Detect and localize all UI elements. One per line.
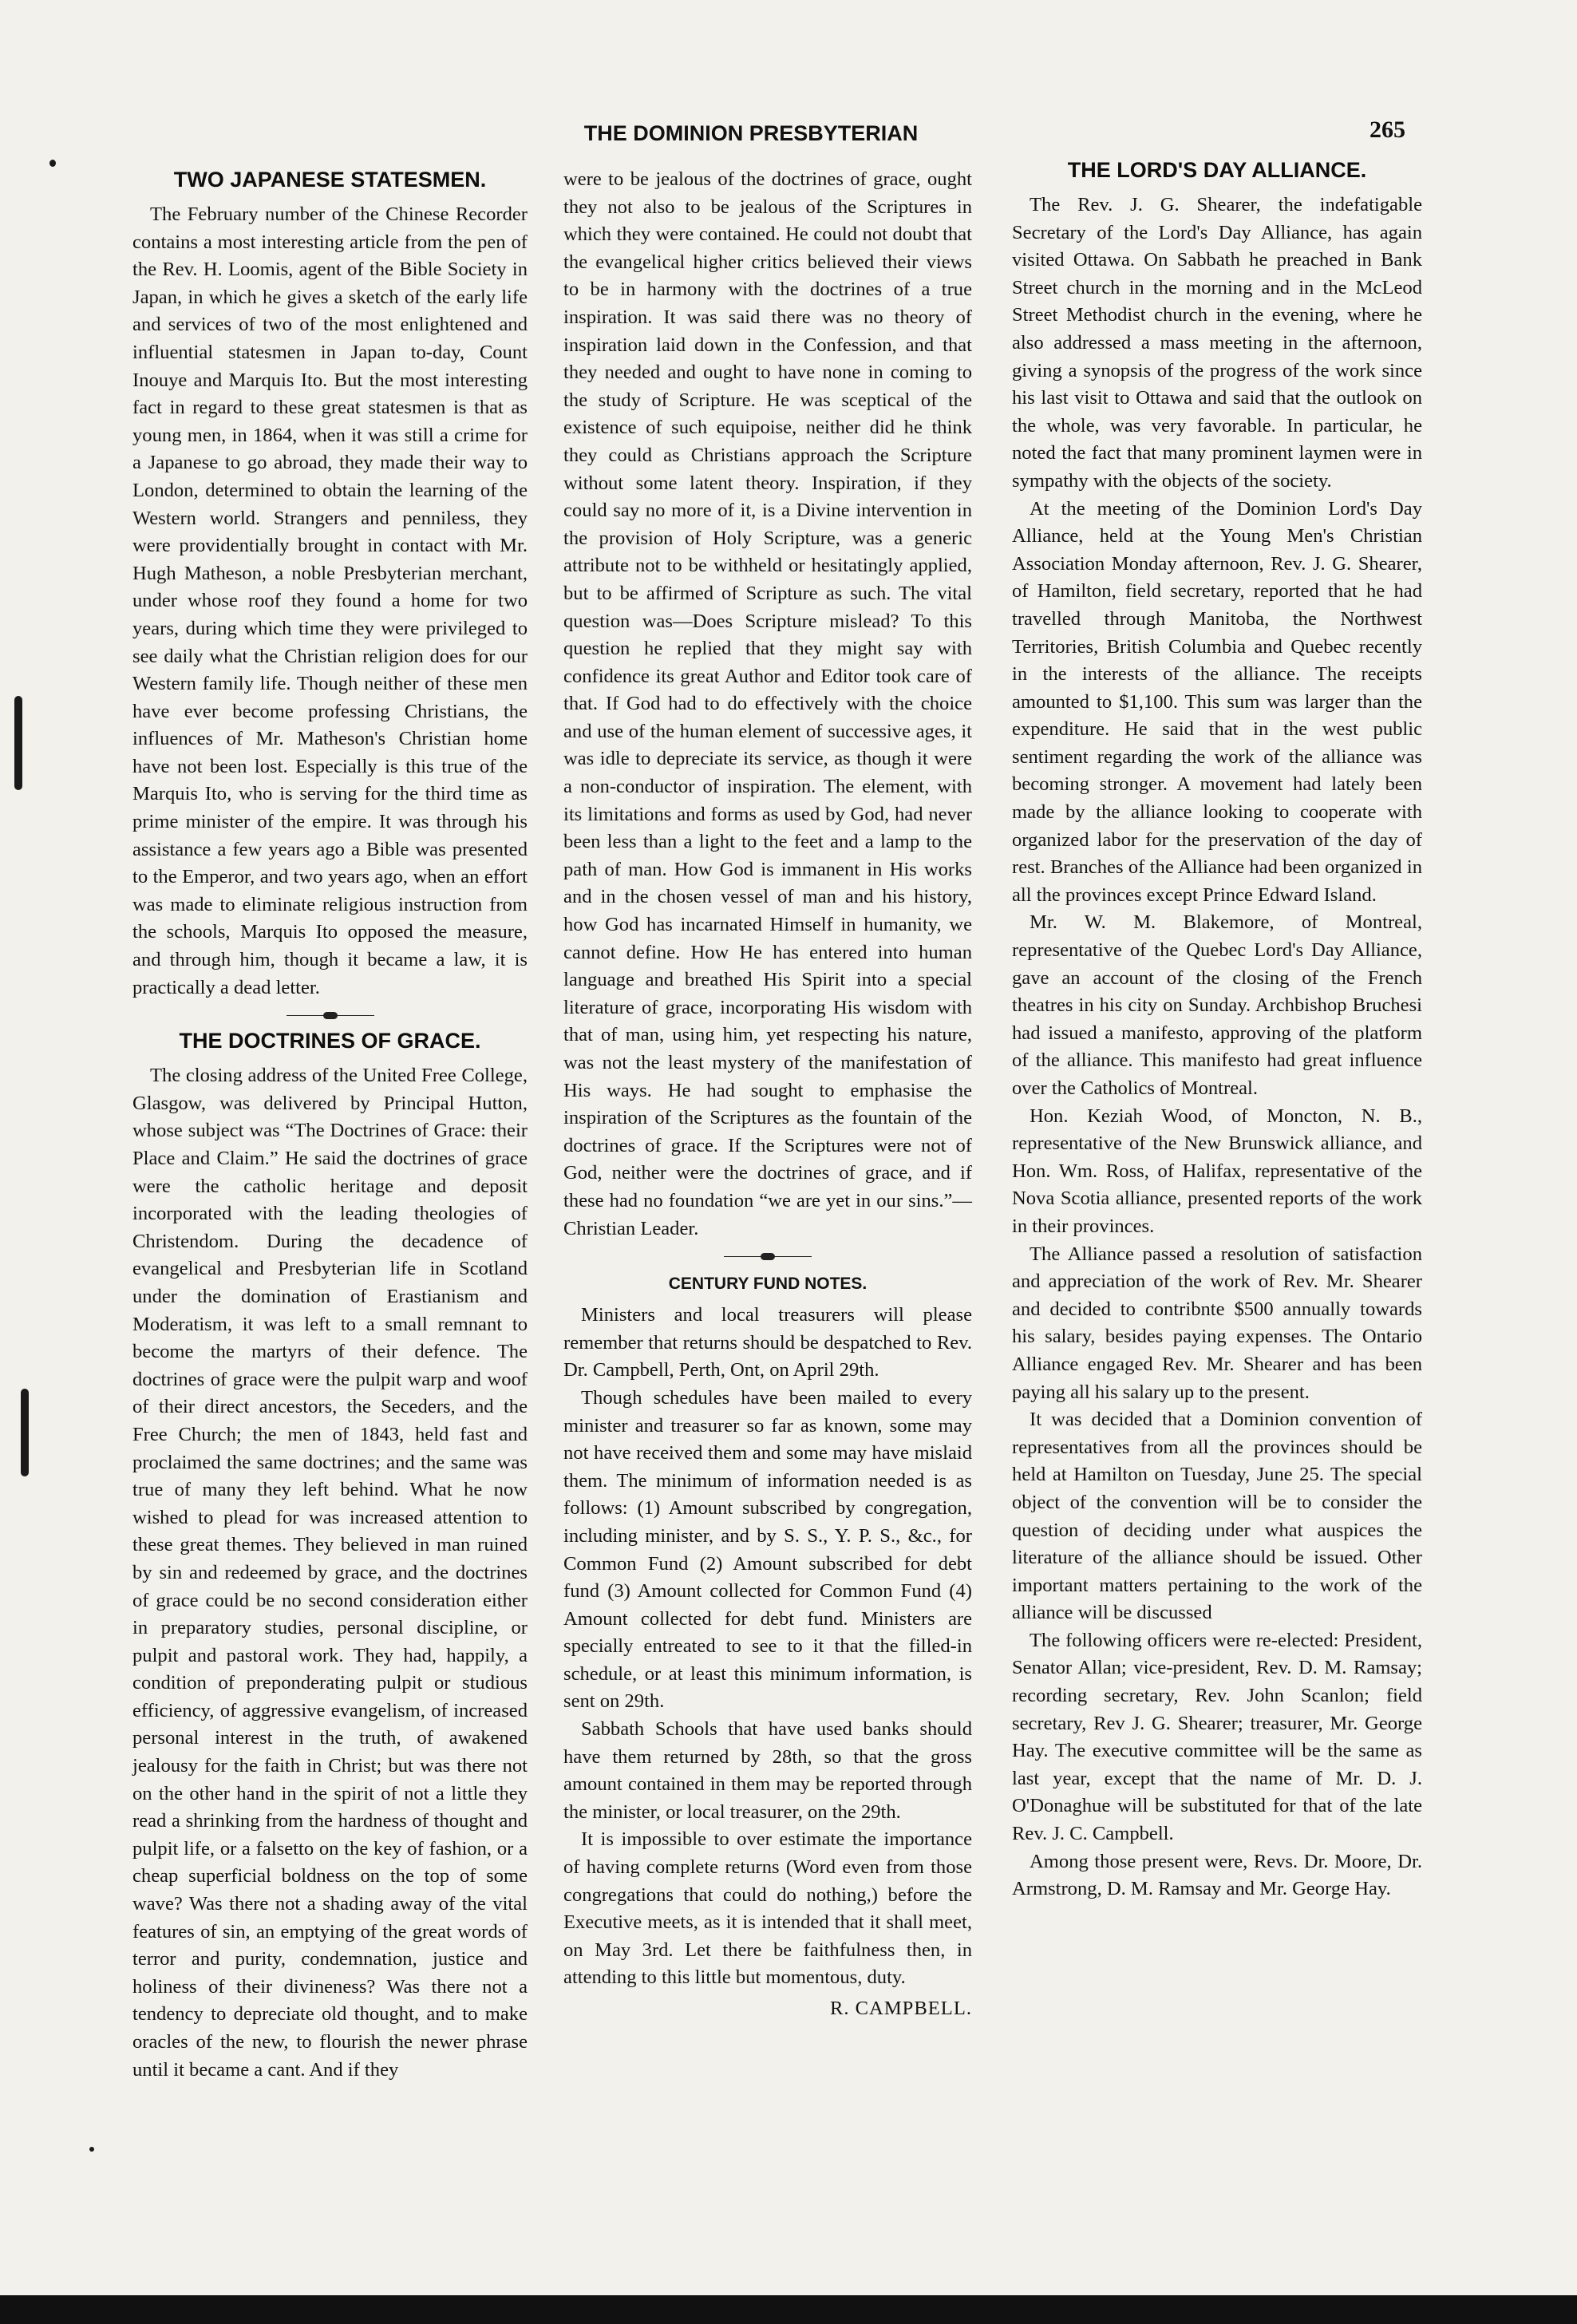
page-number: 265 bbox=[1370, 117, 1405, 143]
article-paragraph: The Alliance passed a resolution of satisfaction and appreciation of the work of Rev. Mr. Shearer and decided to contribnte $500 annually towards his salary, besides paying expenses. The Ontario Alliance engaged Rev. Mr. Shearer and has been paying all his salary up to the present. bbox=[1012, 1243, 1422, 1403]
column-left bbox=[132, 166, 528, 2084]
section-divider bbox=[724, 1251, 812, 1263]
article-paragraph: Ministers and local treasurers will please remember that returns should be despatched to Rev. Dr. Campbell, Perth, Ont, on April 29th. bbox=[563, 1304, 972, 1381]
article-paragraph: At the meeting of the Dominion Lord's Day Alliance, held at the Young Men's Christian Association Monday afternoon, Rev. J. G. Shearer, of Hamilton, field secretary, reported that he had travelled through Manitoba, the Northwest Territories, British Columbia and Quebec recently in the interests of the alliance. The receipts amounted to $1,100. This sum was larger than the expenditure. He said that in the west public sentiment regarding the work of the alliance was becoming stronger. A movement had lately been made by the alliance looking to cooperate with organized labor for the preservation of the day of rest. Branches of the Alliance had been organized in all the provinces except Prince Edward Island. bbox=[1012, 497, 1422, 906]
article-title-japanese-statesmen: TWO JAPANESE STATESMEN. bbox=[173, 168, 487, 192]
article-paragraph: Hon. Keziah Wood, of Moncton, N. B., representative of the New Brunswick alliance, and Hon. Wm. Ross, of Halifax, representative of the Nova Scotia alliance, presented reports of the work in their provinces. bbox=[1012, 1105, 1422, 1237]
article-title-century-fund-notes: CENTURY FUND NOTES. bbox=[668, 1275, 868, 1294]
page-header-title: THE DOMINION PRESBYTERIAN bbox=[583, 121, 919, 145]
article-paragraph: Though schedules have been mailed to every minister and treasurer so far as known, some may not have received them and some may have mislaid them. The minimum of information needed is as follows: (1) Amount subscribed by congregation, including minister, and by S. S., Y. P. S., &c., for Common Fund (2) Amount subscribed for debt fund (3) Amount collected for Common Fund (4) Amount collected for debt fund. Ministers are specially entreated to see to it that the filled-in schedule, or at least this minimum information, is sent on 29th. bbox=[563, 1386, 972, 1713]
article-signature: R. CAMPBELL. bbox=[829, 1998, 972, 2019]
column-right bbox=[1012, 156, 1422, 1903]
article-paragraph: Among those present were, Revs. Dr. Moore, Dr. Armstrong, D. M. Ramsay and Mr. George Hay. bbox=[1012, 1850, 1422, 1900]
article-paragraph: Sabbath Schools that have used banks should have them returned by 28th, so that the gross amount contained in them may be reported through the minister, or local treasurer, on the 29th. bbox=[563, 1718, 972, 1823]
section-divider bbox=[287, 1010, 374, 1022]
column-middle bbox=[563, 166, 972, 2023]
article-paragraph: The Rev. J. G. Shearer, the indefatigable Secretary of the Lord's Day Alliance, has again visited Ottawa. On Sabbath he preached in Bank Street church in the morning and in the McLeod Street Methodist church in the evening, where he also addressed a mass meeting in the afternoon, giving a synopsis of the progress of the work since his last visit to Ottawa and said that the outlook on the whole, was very favorable. In particular, he noted the fact that many prominent laymen were in sympathy with the objects of the society. bbox=[1012, 194, 1422, 492]
article-paragraph: It is impossible to over estimate the importance of having complete returns (Word even from those congregations that could do nothing,) before the Executive meets, as it is intended that it shall meet, on May 3rd. Let there be faithfulness then, in attending to this little but momentous, duty. bbox=[563, 1828, 972, 1989]
article-paragraph: The February number of the Chinese Recorder contains a most interesting article from the pen of the Rev. H. Loomis, agent of the Bible Society in Japan, in which he gives a sketch of the early life and services of two of the most enlightened and influential statesmen in Japan to-day, Count Inouye and Marquis Ito. But the most interesting fact in regard to these great statesmen is that as young men, in 1864, when it was still a crime for a Japanese to go abroad, they made their way to London, determined to obtain the learning of the Western world. Strangers and penniless, they were providentially brought in contact with Mr. Hugh Matheson, a noble Presbyterian merchant, under whose roof they found a home for two years, during which time they were privileged to see daily what the Christian religion does for our Western family life. Though neither of these men have ever become professing Christians, the influences of Mr. Matheson's Christian home have not been lost. Especially is this true of the Marquis Ito, who is serving for the third time as prime minister of the empire. It was through his assistance a few years ago a Bible was presented to the Emperor, and two years ago, when an effort was made to eliminate religious instruction from the schools, Marquis Ito opposed the measure, and through him, though it became a law, it is practically a dead letter. bbox=[132, 204, 528, 998]
article-paragraph: The closing address of the United Free College, Glasgow, was delivered by Principal Hutton, whose subject was “The Doctrines of Grace: their Place and Claim.” He said the doctrines of grace were the catholic heritage and deposit incorporated with the leading theologies of Christendom. During the decadence of evangelical and Presbyterian life in Scotland under the domination of Erastianism and Moderatism, it was left to a small remnant to become the martyrs of their defence. The doctrines of grace were the pulpit warp and woof of their direct ancestors, the Seceders, and the Free Church; the men of 1843, held fast and proclaimed the same doctrines; and the same was true of many they left behind. What he now wished to plead for was increased attention to these great themes. They believed in man ruined by sin and redeemed by grace, and the doctrines of grace could be no second consideration either in preparatory studies, personal discipline, or pulpit and pastoral work. They had, happily, a condition of preponderating pulpit or studious efficiency, of aggressive evangelism, of increased personal interest in the truth, of awakened jealousy for the faith in Christ; but was there not on the other hand in the spirit of not a little they read a shrinking from the hardness of thought and pulpit life, or a falsetto on the key of fashion, or a cheap superficial boldness on the top of some wave? Was there not a shading away of the vital features of sin, an emptying of the great words of terror and purity, condemnation, justice and holiness of their divineness? Was there not a tendency to depreciate old thought, and to make oracles of the new, to flourish the newer phrase until it became a cant. And if they bbox=[132, 1065, 528, 2081]
scan-bottom-edge bbox=[0, 2295, 1577, 2324]
ink-speck bbox=[49, 160, 56, 167]
article-title-lords-day-alliance: THE LORD'S DAY ALLIANCE. bbox=[1067, 158, 1367, 182]
article-paragraph: The following officers were re-elected: President, Senator Allan; vice-president, Rev. D. M. Ramsay; recording secretary, Rev. John Scanlon; field secretary, Rev J. G. Shearer; treasurer, Mr. George Hay. The executive committee will be the same as last year, except that the name of Mr. D. J. O'Donaghue will be substituted for that of the late Rev. J. C. Campbell. bbox=[1012, 1629, 1422, 1845]
binding-hole-mark bbox=[21, 1389, 29, 1476]
ink-speck bbox=[89, 2147, 94, 2152]
article-title-doctrines-of-grace: THE DOCTRINES OF GRACE. bbox=[179, 1029, 481, 1053]
article-paragraph: It was decided that a Dominion convention of representatives from all the provinces should be held at Hamilton on Tuesday, June 25. The special object of the convention will be to consider the question of deciding under what auspices the literature of the alliance should be issued. Other important matters pertaining to the work of the alliance will be discussed bbox=[1012, 1409, 1422, 1624]
binding-hole-mark bbox=[14, 696, 22, 790]
article-paragraph: Mr. W. M. Blakemore, of Montreal, representative of the Quebec Lord's Day Alliance, gave an account of the closing of the French theatres in his city on Sunday. Archbishop Bruchesi had issued a manifesto, approving of the platform of the alliance. This manifesto had great influence over the Catholics of Montreal. bbox=[1012, 911, 1422, 1099]
article-paragraph-continued: were to be jealous of the doctrines of grace, ought they not also to be jealous of the Scriptures in which they were contained. He could not doubt that the evangelical higher critics believed their views to be in harmony with the doctrines of a true inspiration. It was said there was no theory of inspiration laid down in the Confession, and that they needed and ought to have none in coming to the study of Scripture. He was sceptical of the existence of such equipoise, neither did he think they could as Christians approach the Scripture without some latent theory. Inspiration, if they could say no more of it, is a Divine intervention in the provision of Holy Scripture, was a generic attribute not to be withheld or hesitatingly applied, but to be affirmed of Scripture as such. The vital question was—Does Scripture mislead? To this question he replied that they might say with confidence its great Author and Editor took care of that. If God had to do effectively with the choice and use of the human element of successive ages, it was idle to depreciate its service, as though it were a non-conductor of inspiration. The element, with its limitations and forms as used by God, had never been less than a light to the feet and a lamp to the path of man. How God is immanent in His works and in the chosen vessel of man and his history, how God has incarnated Himself in humanity, we cannot define. How He has entered into human language and breathed His Spirit into a special literature of grace, incorporating His wisdom with that of man, using him, yet respecting his nature, was not the least mystery of the manifestation of His ways. He had sought to emphasise the inspiration of the Scriptures as the fountain of the doctrines of grace. If the Scriptures were not of God, neither were the doctrines of grace, and if these had no foundation “we are yet in our sins.”—Christian Leader. bbox=[563, 168, 972, 1239]
